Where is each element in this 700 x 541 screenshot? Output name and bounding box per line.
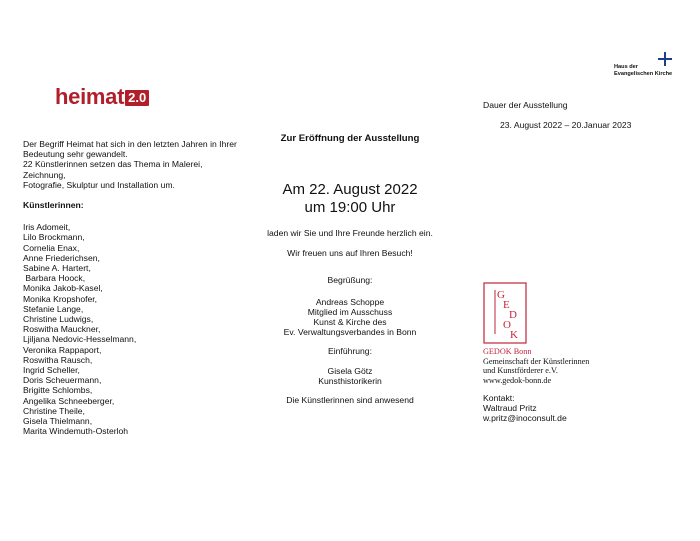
artist-item: Brigitte Schlombs, [23, 385, 93, 396]
haus-line-2: Evangelischen Kirche [614, 71, 673, 77]
haus-der-evangelischen-kirche-logo [614, 52, 672, 78]
invite-text: laden wir Sie und Ihre Freunde herzlich ein. [267, 228, 433, 238]
artist-item: Veronika Rappaport, [23, 344, 102, 355]
artist-item: Ingrid Scheller, [23, 365, 80, 376]
greeting-name: Andreas Schoppe [315, 296, 385, 307]
artist-item: Doris Scheuermann, [23, 375, 102, 386]
artist-item: Christine Ludwigs, [23, 314, 94, 325]
invitation-heading: Zur Eröffnung der Ausstellung [280, 133, 420, 144]
contact-name: Waltraud Pritz [483, 403, 537, 414]
contact-label: Kontakt: [483, 393, 515, 403]
artist-item: Christine Theile, [23, 405, 85, 416]
artists-list [23, 222, 243, 436]
gedok-letter-k: K [510, 329, 518, 341]
greeting-role-3: Ev. Verwaltungsverbandes in Bonn [283, 327, 417, 338]
greeting-role-2: Kunst & Kirche des [313, 317, 387, 328]
artist-item: Monika Kropshofer, [23, 293, 98, 304]
artist-item: Monika Jakob-Kasel, [23, 283, 103, 294]
left-column [23, 139, 243, 436]
duration-dates: 23. August 2022 – 20.Januar 2023 [500, 120, 632, 130]
artist-item: Gisela Thielmann, [23, 416, 93, 427]
intro-line-1: Der Begriff Heimat hat sich in den letzten Jahren in Ihrer [23, 139, 237, 149]
artist-item: Ljiljana Nedovic-Hesselmann, [23, 334, 137, 345]
artist-item: Iris Adomeit, [23, 222, 71, 233]
gedok-letter-g: G [497, 289, 505, 301]
artist-item: Barbara Hoock, [23, 273, 86, 284]
logo-badge: 2.0 [125, 90, 149, 106]
artist-item: Lilo Brockmann, [23, 232, 85, 243]
greeting-label: Begrüßung: [327, 275, 373, 286]
intro-line-3: 22 Künstlerinnen setzen das Thema in Malerei, Zeichnung, [23, 159, 203, 180]
gedok-url[interactable]: www.gedok-bonn.de [483, 375, 552, 385]
cross-icon [658, 52, 672, 66]
artist-item: Sabine A. Hartert, [23, 263, 91, 274]
gedok-info [483, 347, 589, 385]
event-time: um 19:00 Uhr [304, 199, 396, 216]
intro-line-2: Bedeutung sehr gewandelt. [23, 149, 128, 160]
contact-block [483, 393, 567, 424]
closing-text: Die Künstlerinnen sind anwesend [286, 395, 414, 406]
gedok-name: GEDOK Bonn [483, 347, 532, 356]
artists-heading: Künstlerinnen: [23, 200, 84, 211]
artist-item: Roswitha Rausch, [23, 354, 93, 365]
gedok-logo [483, 282, 527, 344]
gedok-letter-d: D [509, 309, 517, 321]
haus-line-1: Haus der [614, 64, 638, 70]
intro-label: Einführung: [328, 346, 372, 357]
logo-word: heimat [55, 84, 125, 109]
intro-line-4: Fotografie, Skulptur und Installation um. [23, 179, 175, 190]
welcome-text: Wir freuen uns auf Ihren Besuch! [287, 248, 413, 259]
greeting-role-1: Mitglied im Ausschuss [307, 306, 393, 317]
event-date: Am 22. August 2022 [282, 181, 418, 198]
intro-speaker-role: Kunsthistorikerin [318, 375, 382, 386]
artist-item: Anne Friederichsen, [23, 252, 100, 263]
artist-item: Stefanie Lange, [23, 303, 84, 314]
duration-label: Dauer der Ausstellung [483, 100, 568, 110]
intro-speaker-name: Gisela Götz [327, 365, 373, 376]
gedok-line-2: und Kunstförderer e.V. [483, 366, 558, 376]
artist-item: Roswitha Mauckner, [23, 324, 101, 335]
gedok-letter-e: E [503, 299, 510, 311]
artist-item: Marita Windemuth-Osterloh [23, 426, 129, 437]
gedok-letter-o: O [503, 319, 511, 331]
artist-item: Angelika Schneeberger, [23, 395, 115, 406]
gedok-line-1: Gemeinschaft der Künstlerinnen [483, 356, 590, 366]
invitation-column [256, 133, 444, 405]
heimat-logo [55, 86, 149, 108]
artist-item: Cornelia Enax, [23, 242, 80, 253]
contact-email[interactable]: w.pritz@inoconsult.de [483, 413, 567, 424]
